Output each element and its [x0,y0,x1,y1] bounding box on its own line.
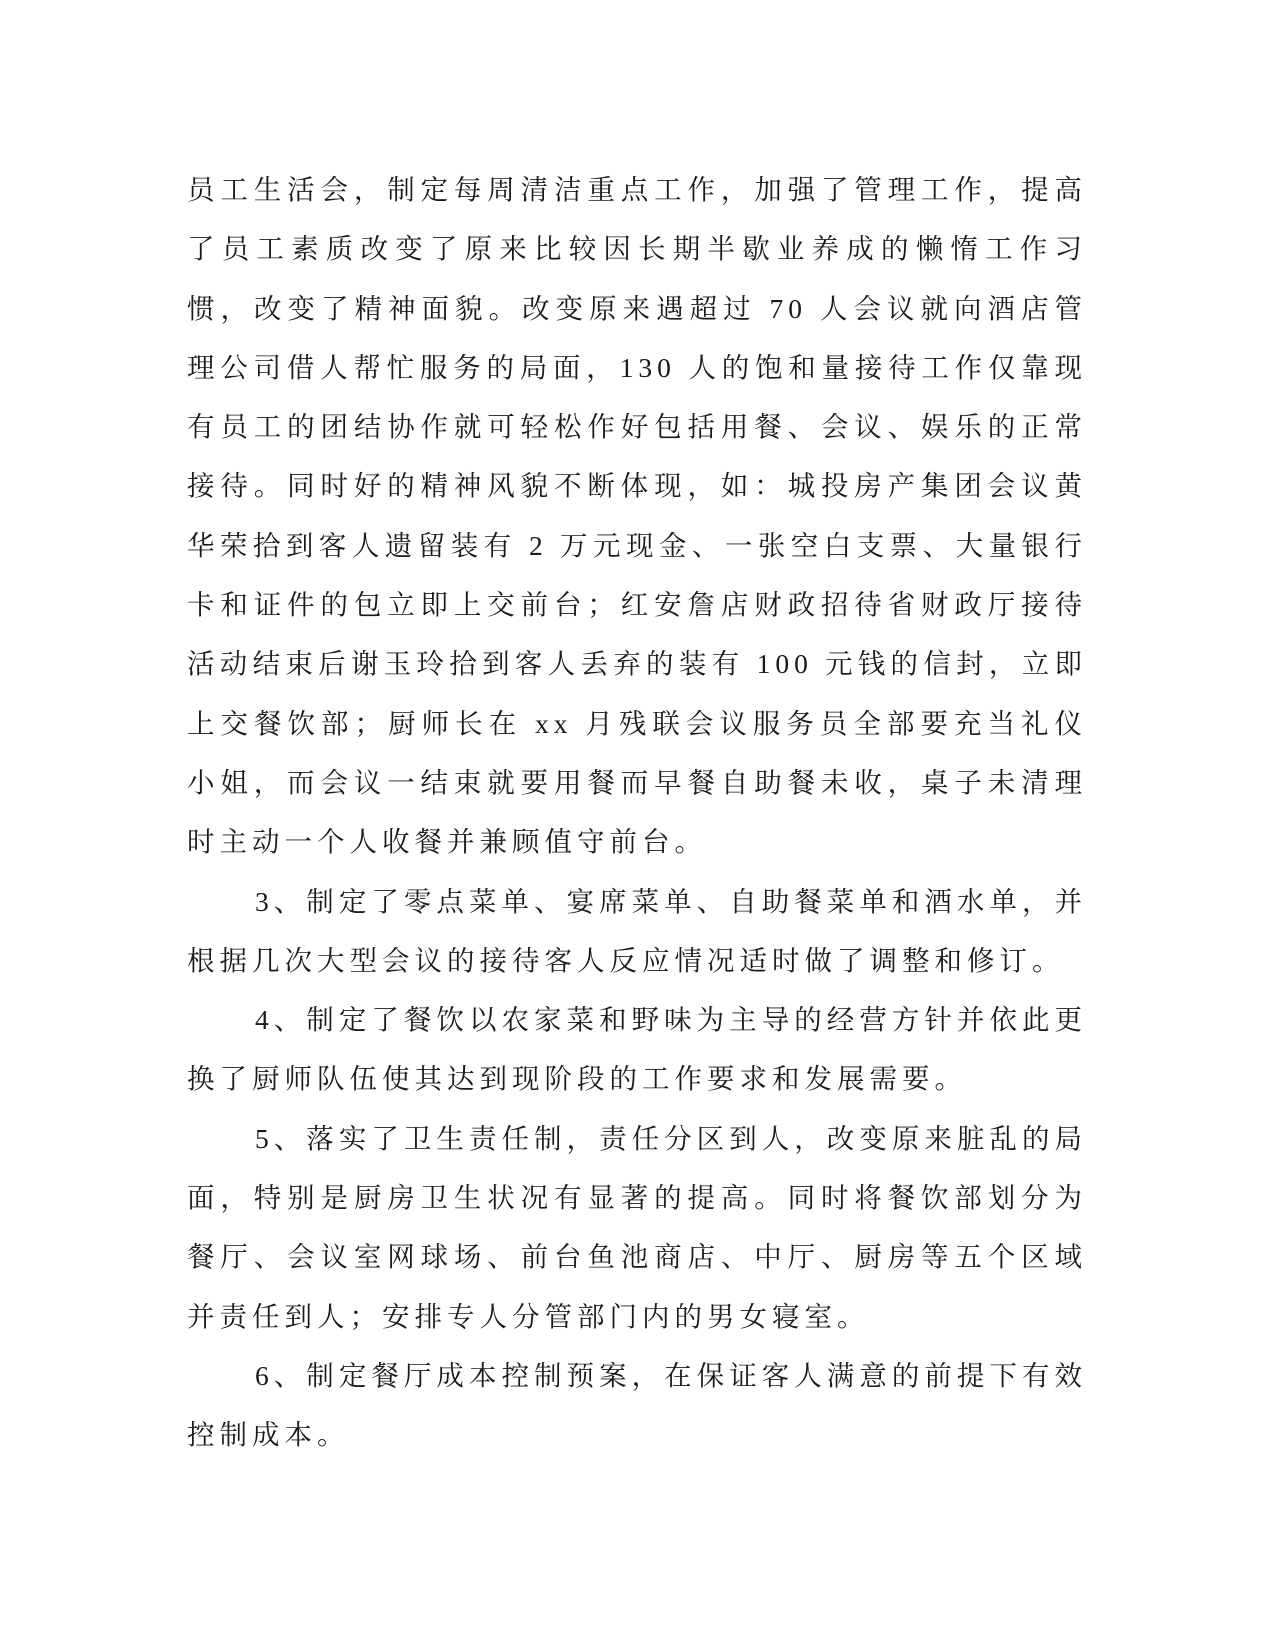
paragraph-continued: 员工生活会，制定每周清洁重点工作，加强了管理工作，提高了员工素质改变了原来比较因长期半歇业养成的懒惰工作习惯，改变了精神面貌。改变原来遇超过 70 人会议就向酒店管理公司借人帮忙服务的局面，130 人的饱和量接待工作仅靠现有员工的团结协作就可轻松作好包括用餐、会议、娱乐的正常接待。同时好的精神风貌不断体现，如：城投房产集团会议黄华荣拾到客人遗留装有 2 万元现金、一张空白支票、大量银行卡和证件的包立即上交前台；红安詹店财政招待省财政厅接待活动结束后谢玉玲拾到客人丢弃的装有 100 元钱的信封，立即上交餐饮部；厨师长在 xx 月残联会议服务员全部要充当礼仪小姐，而会议一结束就要用餐而早餐自助餐未收，桌子未清理时主动一个人收餐并兼顾值守前台。 [187,174,1087,858]
document-body [187,160,1087,1465]
paragraph-item-5: 5、落实了卫生责任制，责任分区到人，改变原来脏乱的局面，特别是厨房卫生状况有显著的提高。同时将餐饮部划分为餐厅、会议室网球场、前台鱼池商店、中厅、厨房等五个区域并责任到人；安排专人分管部门内的男女寝室。 [187,1122,1087,1332]
paragraph-item-3: 3、制定了零点菜单、宴席菜单、自助餐菜单和酒水单，并根据几次大型会议的接待客人反应情况适时做了调整和修订。 [187,885,1087,976]
paragraph-item-6: 6、制定餐厅成本控制预案，在保证客人满意的前提下有效控制成本。 [187,1359,1087,1451]
paragraph-item-4: 4、制定了餐饮以农家菜和野味为主导的经营方针并依此更换了厨师队伍使其达到现阶段的工作要求和发展需要。 [187,1004,1087,1095]
